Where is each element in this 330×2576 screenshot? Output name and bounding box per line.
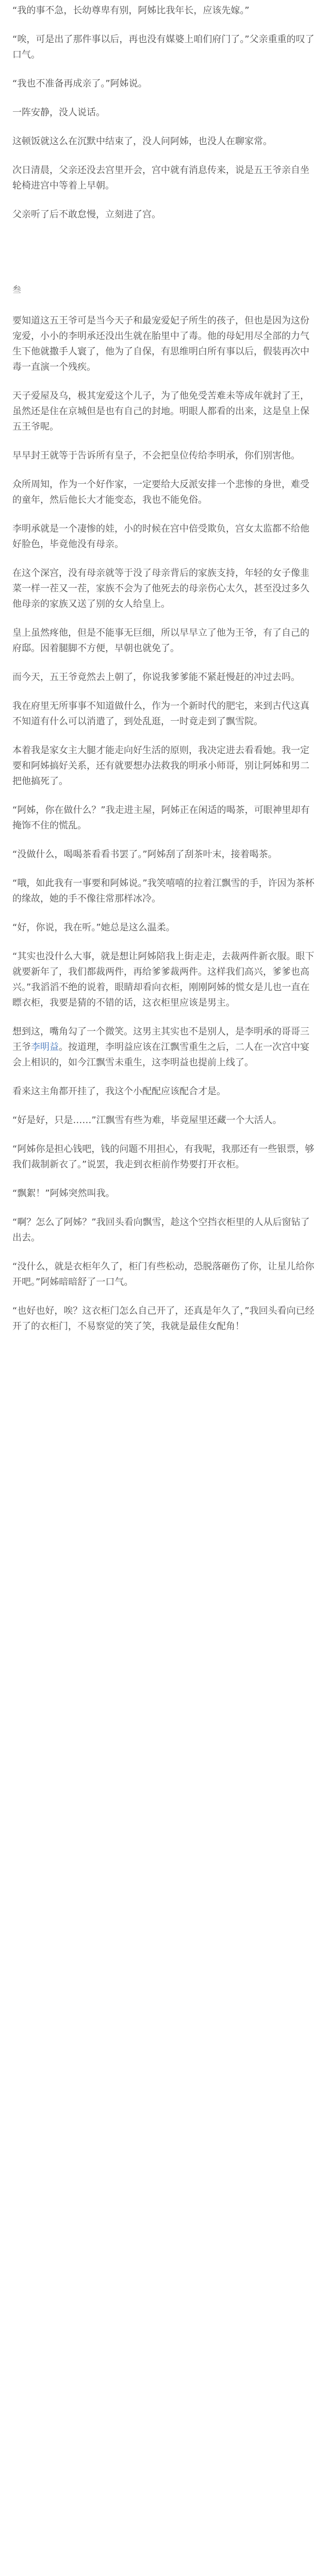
paragraph: 我在府里无所事事不知道做什么，作为一个新时代的肥宅，来到古代这真不知道有什么可以消遣了，到处乱逛，一时竟走到了飘雪院。 [12,701,309,727]
paragraph: 众所周知，作为一个好作家，一定要给大反派安排一个悲惨的身世，难受的童年，然后他长大才能变态，我也不能免俗。 [12,479,309,505]
paragraph: 这顿饭就这么在沉默中结束了，没人问阿姊，也没人在聊家常。 [12,136,272,147]
paragraph: 天子爱屋及乌，极其宠爱这个儿子，为了他免受苦难未等成年就封了王，虽然还是住在京城但是也有自己的封地。明眼人都看的出来，这是皇上保五王爷呢。 [12,391,309,432]
paragraph: “好是好，只是……”江飘雪有些为难，毕竟屋里还藏一个大活人。 [12,1115,282,1126]
paragraph: 想到这，嘴角勾了一个微笑。这男主其实也不是别人，是李明承的哥哥三王爷李明益。按道理，李明益应该在江飘雪重生之后，二人在一次宫中宴会上相识的，如今江飘雪未重生，这李明益也提前上线了。 [12,1026,309,1068]
paragraph: “我的事不急，长幼尊卑有别，阿姊比我年长，应该先嫁。” [12,5,250,16]
paragraph: 要知道这五王爷可是当今天子和最宠爱妃子所生的孩子，但也是因为这份宠爱，小小的李明承还没出生就在胎里中了毒。他的母妃用尽全部的力气生下他就撒手人寰了，他为了自保，有思维明白所有事以后，假装再次中毒一直演一个残疾。 [12,315,309,372]
paragraph: “也好也好，唉？这衣柜门怎么自己开了，还真是年久了，”我回头看向已经开了的衣柜门，不易察觉的笑了笑，我就是最佳女配角！ [12,1306,315,1332]
paragraph: “飘絮！”阿姊突然叫我。 [12,1188,115,1199]
paragraph: 父亲听了后不敢怠慢，立刻进了宫。 [12,209,161,220]
paragraph: 皇上虽然疼他，但是不能事无巨细，所以早早立了他为王爷，有了自己的府邸。因着腿脚不方便，早朝也就免了。 [12,628,309,654]
article-body [0,3,330,1334]
paragraph: “阿姊，你在做什么？”我走进主屋，阿姊正在闲适的喝茶，可眼神里却有掩饰不住的慌乱。 [12,805,310,831]
paragraph: “唉，可是出了那件事以后，再也没有媒婆上咱们府门了。”父亲重重的叹了口气。 [12,34,315,60]
paragraph: 一阵安静，没人说话。 [12,107,105,118]
paragraph: “啊？怎么了阿姊？”我回头看向飘雪，趁这个空挡衣柜里的人从后窗钻了出去。 [12,1217,310,1243]
section-one [12,3,318,223]
paragraph: 在这个深宫，没有母亲就等于没了母亲背后的家族支持，年轻的女子像韭菜一样一茬又一茬，家族不会为了他死去的母亲伤心太久，甚至没过多久他母亲的家族又送了别的女人给皇上。 [12,568,309,609]
name-link[interactable]: 李明益 [31,1042,59,1053]
paragraph: “好，你说，我在听。”她总是这么温柔。 [12,922,175,933]
paragraph: “其实也没什么大事，就是想让阿姊陪我上街走走，去裁两件新衣服。眼下就要新年了，我们都裁两件，再给爹爹裁两件。这样我们高兴，爹爹也高兴。”我滔滔不绝的说着，眼睛却看向衣柜，刚刚阿姊的慌女是儿也一直在瞟衣柜，我要是猜的不错的话，这衣柜里应该是男主。 [12,951,315,1008]
paragraph: 早早封王就等于告诉所有皇子，不会把皇位传给李明承，你们别害他。 [12,450,300,461]
paragraph: 看来这主角都开挂了，我这个小配配应该配合才是。 [12,1086,226,1097]
section-marker: 叁 [12,285,21,295]
paragraph: 李明承就是一个凄惨的娃，小的时候在宫中倍受欺负，宫女太监都不给他好脸色，毕竟他没有母亲。 [12,523,309,550]
paragraph: “哦，如此我有一事要和阿姊说。”我笑嘻嘻的拉着江飘雪的手，许因为茶杯的缘故，她的手不像往常那样冰冷。 [12,878,315,904]
paragraph: “阿姊你是担心钱吧，钱的问题不用担心，有我呢，我那还有一些银票，够我们裁制新衣了。”说罢，我走到衣柜前作势要打开衣柜。 [12,1144,315,1170]
paragraph: “没做什么，喝喝茶看看书罢了。”阿姊刮了刮茶叶末，接着喝茶。 [12,849,277,860]
section-two [12,313,318,1334]
paragraph: “我也不准备再成亲了。”阿姊说。 [12,78,147,89]
paragraph: 而今天，五王爷竟然去上朝了，你说我爹爹能不紧赶慢赶的冲过去吗。 [12,672,300,683]
paragraph: “没什么，就是衣柜年久了，柜门有些松动，恐脱落砸伤了你，让星儿给你开吧。”阿姊暗暗舒了一口气。 [12,1261,315,1287]
paragraph: 次日清晨，父亲还没去宫里开会，宫中就有消息传来，说是五王爷亲自坐轮椅进宫中等着上早朝。 [12,165,309,191]
section-spacer [12,236,318,282]
paragraph: 本着我是家女主大腿才能走向好生活的原则，我决定进去看看她。我一定要和阿姊搞好关系，还有就要想办法救我的明承小师哥，别让阿姊和男二把他搞死了。 [12,745,309,787]
